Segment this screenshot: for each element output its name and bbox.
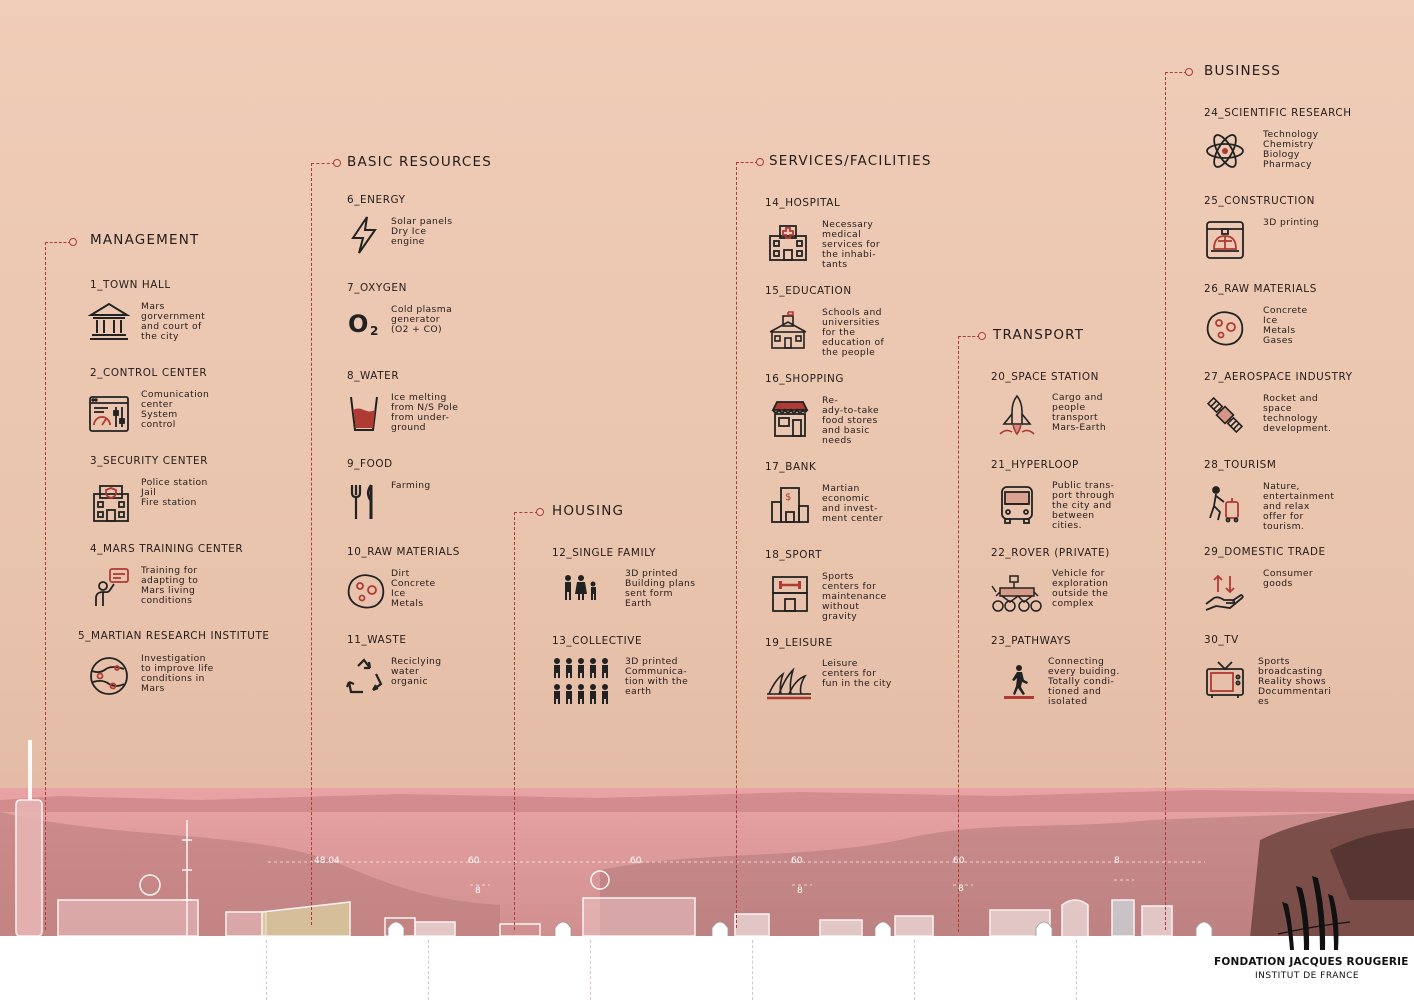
item-description: Solar panels Dry Ice engine <box>391 216 453 247</box>
item-description: Mars gorvernment and court of the city <box>141 301 206 342</box>
item-description: Reciclying water organic <box>391 656 442 687</box>
connector-services-h <box>736 162 758 163</box>
item-description: Schools and universities for the education of the people <box>822 307 885 358</box>
item-title: 19_LEISURE <box>765 637 833 649</box>
connector-services <box>736 162 737 928</box>
hospital-icon <box>767 222 809 264</box>
brand-title: FONDATION JACQUES ROUGERIE <box>1214 956 1409 968</box>
item-title: 1_TOWN HALL <box>90 279 171 291</box>
fondation-logo-icon <box>1278 872 1350 950</box>
item-title: 25_CONSTRUCTION <box>1204 195 1316 207</box>
item-title: 14_HOSPITAL <box>765 197 841 209</box>
item-title: 6_ENERGY <box>347 194 406 206</box>
school-icon <box>767 310 809 352</box>
item-title: 5_MARTIAN RESEARCH INSTITUTE <box>78 630 270 642</box>
item-description: Technology Chemistry Biology Pharmacy <box>1263 129 1319 170</box>
category-title-business: BUSINESS <box>1204 63 1282 79</box>
opera-house-icon <box>765 660 813 702</box>
ground-section-base <box>0 936 1414 1000</box>
satellite-icon <box>1204 394 1246 436</box>
category-title-housing: HOUSING <box>552 503 625 519</box>
atom-icon <box>1204 130 1246 172</box>
item-description: Cold plasma generator (O2 + CO) <box>391 304 453 335</box>
connector-housing-h <box>514 512 538 513</box>
category-title-services: SERVICES/FACILITIES <box>769 153 932 169</box>
item-title: 2_CONTROL CENTER <box>90 367 208 379</box>
category-title-basic-resources: BASIC RESOURCES <box>347 154 492 170</box>
item-title: 21_HYPERLOOP <box>991 459 1079 471</box>
item-title: 10_RAW MATERIALS <box>347 546 460 558</box>
item-title: 13_COLLECTIVE <box>552 635 643 647</box>
item-title: 20_SPACE STATION <box>991 371 1100 383</box>
family-icon <box>560 568 604 610</box>
fork-knife-icon <box>343 481 385 523</box>
rock-icon <box>1204 307 1246 349</box>
oxygen-symbol-text: O <box>348 310 369 338</box>
crowd-icon <box>552 656 618 706</box>
dimension-label: 60 <box>953 856 965 866</box>
brand-subtitle: INSTITUT DE FRANCE <box>1255 971 1360 981</box>
rock-icon <box>345 570 387 612</box>
category-title-transport: TRANSPORT <box>993 327 1085 343</box>
connector-node <box>536 508 544 516</box>
dimension-label: 8 <box>1114 856 1120 866</box>
item-description: Comunication center System control <box>141 389 210 430</box>
grid-line <box>266 940 267 1000</box>
town-hall-icon <box>88 300 130 342</box>
item-title: 29_DOMESTIC TRADE <box>1204 546 1326 558</box>
item-description: Police station Jail Fire station <box>141 477 208 508</box>
item-description: 3D printed Building plans sent form Earth <box>625 568 696 609</box>
recycle-icon <box>343 656 385 698</box>
grid-line <box>752 940 753 1000</box>
grid-line <box>914 940 915 1000</box>
item-title: 11_WASTE <box>347 634 407 646</box>
connector-transport-h <box>958 336 980 337</box>
rover-icon <box>990 572 1044 614</box>
item-description: Ice melting from N/S Pole from under- ground <box>391 392 459 433</box>
connector-basic-resources <box>311 163 312 925</box>
item-title: 9_FOOD <box>347 458 393 470</box>
oxygen-icon <box>345 306 387 348</box>
space-shuttle-icon <box>996 394 1038 436</box>
connector-node <box>978 332 986 340</box>
item-description: Concrete Ice Metals Gases <box>1263 305 1308 346</box>
grid-line <box>428 940 429 1000</box>
connector-business <box>1165 72 1166 930</box>
dimension-label: 60 <box>791 856 803 866</box>
item-description: Leisure centers for fun in the city <box>822 658 892 689</box>
item-description: 3D printing <box>1263 217 1320 228</box>
item-title: 15_EDUCATION <box>765 285 852 297</box>
police-station-icon <box>90 482 132 524</box>
3d-printer-icon <box>1204 219 1246 261</box>
grid-line <box>1076 940 1077 1000</box>
dimension-label: 60 <box>630 856 642 866</box>
walking-person-icon <box>998 660 1040 702</box>
connector-node <box>333 159 341 167</box>
item-description: Nature, entertainment and relax offer for tourism. <box>1263 481 1335 532</box>
store-icon <box>769 398 811 440</box>
dimension-label: 8 <box>958 884 964 894</box>
item-title: 17_BANK <box>765 461 817 473</box>
bus-icon <box>996 484 1038 526</box>
trade-icon <box>1204 572 1246 614</box>
bank-icon <box>769 484 811 526</box>
oxygen-subscript-text: 2 <box>370 324 379 338</box>
item-description: Training for adapting to Mars living conditions <box>141 565 199 606</box>
item-title: 16_SHOPPING <box>765 373 845 385</box>
item-description: Farming <box>391 480 431 491</box>
control-panel-icon <box>88 393 130 435</box>
grid-line <box>590 940 591 1000</box>
dimension-label: 8 <box>797 886 803 896</box>
connector-housing <box>514 512 515 930</box>
item-description: Public trans- port through the city and between cities. <box>1052 480 1115 531</box>
item-description: Re- ady-to-take food stores and basic needs <box>822 395 880 446</box>
item-title: 23_PATHWAYS <box>991 635 1072 647</box>
water-glass-icon <box>343 392 385 434</box>
connector-node <box>69 238 77 246</box>
trainer-icon <box>92 566 134 608</box>
item-title: 27_AEROSPACE INDUSTRY <box>1204 371 1353 383</box>
item-description: Dirt Concrete Ice Metals <box>391 568 436 609</box>
item-description: Necessary medical services for the inhabi- tants <box>822 219 881 270</box>
category-title-management: MANAGEMENT <box>90 232 200 248</box>
item-description: Consumer goods <box>1263 568 1314 589</box>
item-description: Martian economic and invest- ment center <box>822 483 883 524</box>
item-description: Investigation to improve life conditions in Mars <box>141 653 214 694</box>
item-title: 30_TV <box>1204 634 1239 646</box>
item-description: Cargo and people transport Mars-Earth <box>1052 392 1107 433</box>
item-description: Connecting every buiding. Totally condi- tioned and isolated <box>1048 656 1120 707</box>
svg-text:$: $ <box>785 492 792 503</box>
dimension-label: 48.04 <box>314 856 340 866</box>
traveler-icon <box>1204 484 1246 526</box>
lightning-icon <box>343 214 385 256</box>
connector-management-h <box>45 242 71 243</box>
item-title: 7_OXYGEN <box>347 282 407 294</box>
item-title: 26_RAW MATERIALS <box>1204 283 1317 295</box>
item-description: 3D printed Communica- tion with the earth <box>625 656 689 697</box>
connector-node <box>1185 68 1193 76</box>
item-title: 3_SECURITY CENTER <box>90 455 209 467</box>
item-title: 22_ROVER (PRIVATE) <box>991 547 1110 559</box>
connector-business-h <box>1165 72 1187 73</box>
item-title: 18_SPORT <box>765 549 823 561</box>
item-title: 4_MARS TRAINING CENTER <box>90 543 244 555</box>
tv-icon <box>1204 658 1246 700</box>
item-description: Sports broadcasting Reality shows Docummentari es <box>1258 656 1332 707</box>
item-description: Vehicle for exploration outside the complex <box>1052 568 1109 609</box>
item-description: Sports centers for maintenance without gravity <box>822 571 887 622</box>
item-title: 8_WATER <box>347 370 400 382</box>
connector-node <box>756 158 764 166</box>
item-title: 24_SCIENTIFIC RESEARCH <box>1204 107 1352 119</box>
connector-transport <box>958 336 959 932</box>
dimension-label: 8 <box>475 886 481 896</box>
mars-planet-icon <box>88 655 130 697</box>
item-title: 28_TOURISM <box>1204 459 1277 471</box>
connector-basic-resources-h <box>311 163 335 164</box>
item-title: 12_SINGLE FAMILY <box>552 547 657 559</box>
gym-icon <box>769 573 811 615</box>
dimension-label: 60 <box>468 856 480 866</box>
connector-management <box>45 242 46 930</box>
item-description: Rocket and space technology development. <box>1263 393 1332 434</box>
